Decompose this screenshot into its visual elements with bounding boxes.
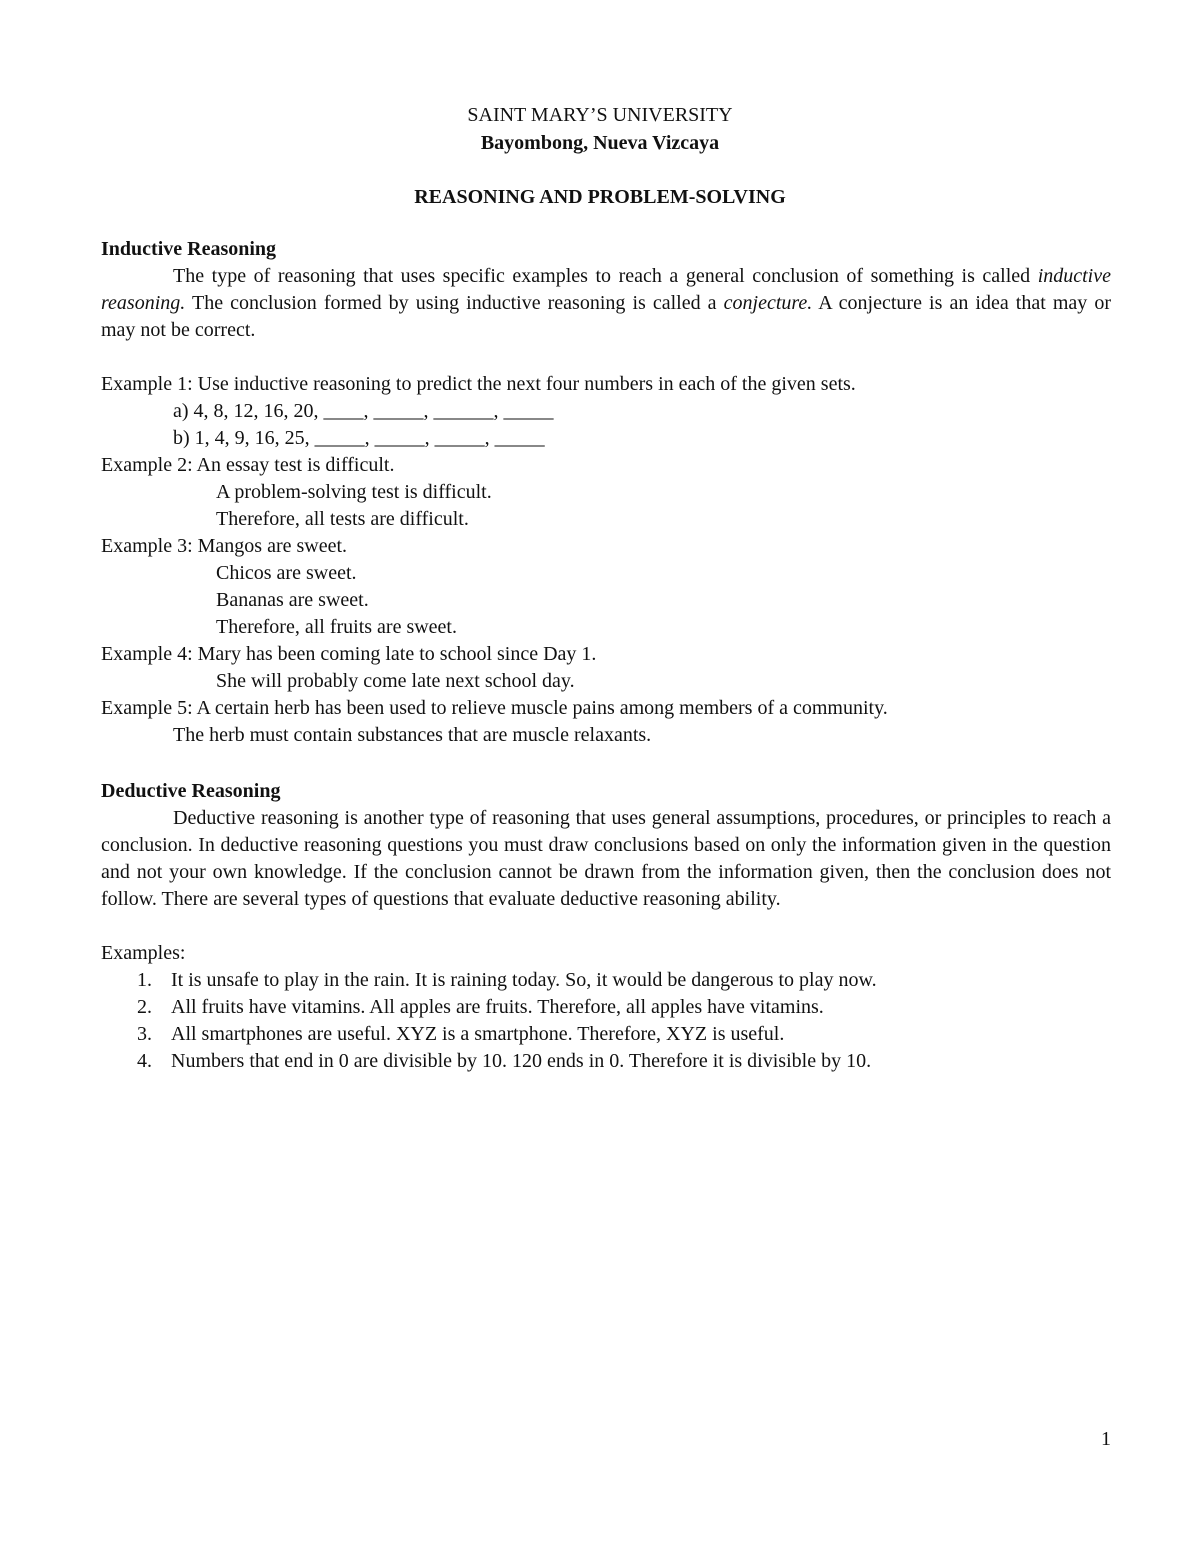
example-3: Example 3: Mangos are sweet. (101, 535, 348, 557)
example-3-line-3: Bananas are sweet. (216, 589, 369, 611)
example-5: Example 5: A certain herb has been used to relieve muscle pains among members of a community. (101, 697, 888, 719)
list-item: 3. All smartphones are useful. XYZ is a smartphone. Therefore, XYZ is useful. (137, 1023, 785, 1045)
inductive-text-2: The conclusion formed by using inductive reasoning is called a (185, 292, 724, 314)
list-item: 2. All fruits have vitamins. All apples are fruits. Therefore, all apples have vitamins. (137, 996, 824, 1018)
inductive-text-3: A conjecture is an idea that may or may not be correct. (101, 292, 1111, 341)
example-2-line-3: Therefore, all tests are difficult. (216, 508, 469, 530)
deductive-section (101, 778, 1111, 1075)
example-4: Example 4: Mary has been coming late to school since Day 1. (101, 643, 597, 665)
university-location: Bayombong, Nueva Vizcaya (480, 132, 720, 154)
example-4-line-2: She will probably come late next school day. (216, 670, 575, 692)
inductive-heading: Inductive Reasoning (101, 238, 277, 260)
university-name: SAINT MARY’S UNIVERSITY (467, 104, 733, 126)
example-5-line-2: The herb must contain substances that are muscle relaxants. (173, 724, 652, 746)
example-3-line-4: Therefore, all fruits are sweet. (216, 616, 457, 638)
example-1-a: a) 4, 8, 12, 16, 20, ____, _____, ______, _____ (173, 400, 554, 422)
conjecture-term: conjecture. (723, 292, 813, 314)
example-1: Example 1: Use inductive reasoning to predict the next four numbers in each of the given sets. (101, 373, 856, 395)
examples-label: Examples: (101, 942, 186, 964)
list-item: 4. Numbers that end in 0 are divisible by 10. 120 ends in 0. Therefore it is divisible by 10. (137, 1050, 872, 1072)
document-title: REASONING AND PROBLEM-SOLVING (414, 186, 786, 208)
page-number: 1 (1101, 1428, 1111, 1450)
deductive-heading: Deductive Reasoning (101, 780, 281, 802)
example-2-line-2: A problem-solving test is difficult. (216, 481, 492, 503)
document-header (0, 101, 1200, 157)
list-item: 1. It is unsafe to play in the rain. It is raining today. So, it would be dangerous to play now. (137, 969, 877, 991)
inductive-text-1: The type of reasoning that uses specific examples to reach a general conclusion of something is called (173, 265, 1038, 287)
deductive-examples-list (101, 967, 1111, 1075)
example-2: Example 2: An essay test is difficult. (101, 454, 395, 476)
example-3-line-2: Chicos are sweet. (216, 562, 357, 584)
inductive-term: inductive reasoning. (101, 265, 1111, 314)
inductive-section (101, 236, 1111, 749)
deductive-paragraph: Deductive reasoning is another type of reasoning that uses general assumptions, procedures, or principles to reach a conclusion. In deductive reasoning questions you must draw conclusions based on only the information given in the question and not your own knowledge. If the conclusion cannot be drawn from the information given, then the conclusion does not follow. There are several types of questions that evaluate deductive reasoning ability. (101, 807, 1111, 910)
inductive-paragraph (101, 263, 1111, 344)
example-1-b: b) 1, 4, 9, 16, 25, _____, _____, _____, _____ (173, 427, 545, 449)
